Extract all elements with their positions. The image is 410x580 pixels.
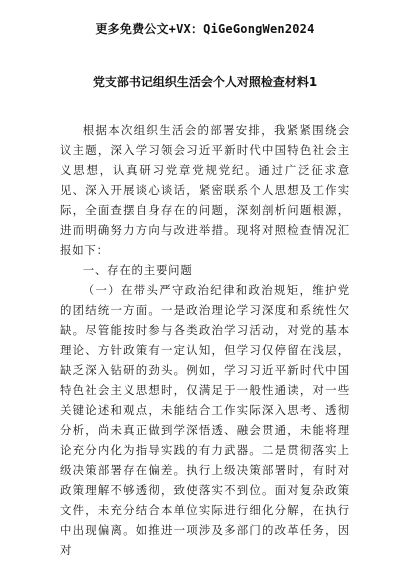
section-heading: 一、存在的主要问题: [82, 263, 193, 277]
document-title: 党支部书记组织生活会个人对照检查材料1: [92, 75, 318, 89]
paragraph-issues: （一）在带头严守政治纪律和政治规矩，维护党的团结统一方面。一是政治理论学习深度和系统性欠缺。尽管能按时参与各类政治学习活动，对党的基本理论、方针政策有一定认知，但学习仅停留在浅层，缺乏深入钻研的劲头。例如，学习习近平新时代中国特色社会主义思想时，仅满足于一般性通读，对一些关键论述和观点，未能结合工作实际深入思考、透彻分析，尚未真正做到学深悟透、融会贯通，未能将理论充分内化为指导实践的有力武器。二是贯彻落实上级决策部署存在偏差。执行上级决策部署时，有时对政策理解不够透彻，致使落实不到位。面对复杂政策文件，未充分结合本单位实际进行细化分解，在执行中出现偏离。如推进一项涉及多部门的改革任务，因对: [60, 283, 350, 557]
watermark-header: 更多免费公文+VX：QiGeGongWen2024: [95, 22, 315, 36]
paragraph-intro: 根据本次组织生活会的部署安排，我紧紧围绕会议主题，深入学习领会习近平新时代中国特色社会主义思想，认真研习党章党规党纪。通过广泛征求意见、深入开展谈心谈话，紧密联系个人思想及工作实际，全面查摆自身存在的问题，深刻剖析问题根源，进而明确努力方向与改进举措。现将对照检查情况汇报如下：: [60, 123, 350, 257]
document-body: [60, 120, 350, 560]
